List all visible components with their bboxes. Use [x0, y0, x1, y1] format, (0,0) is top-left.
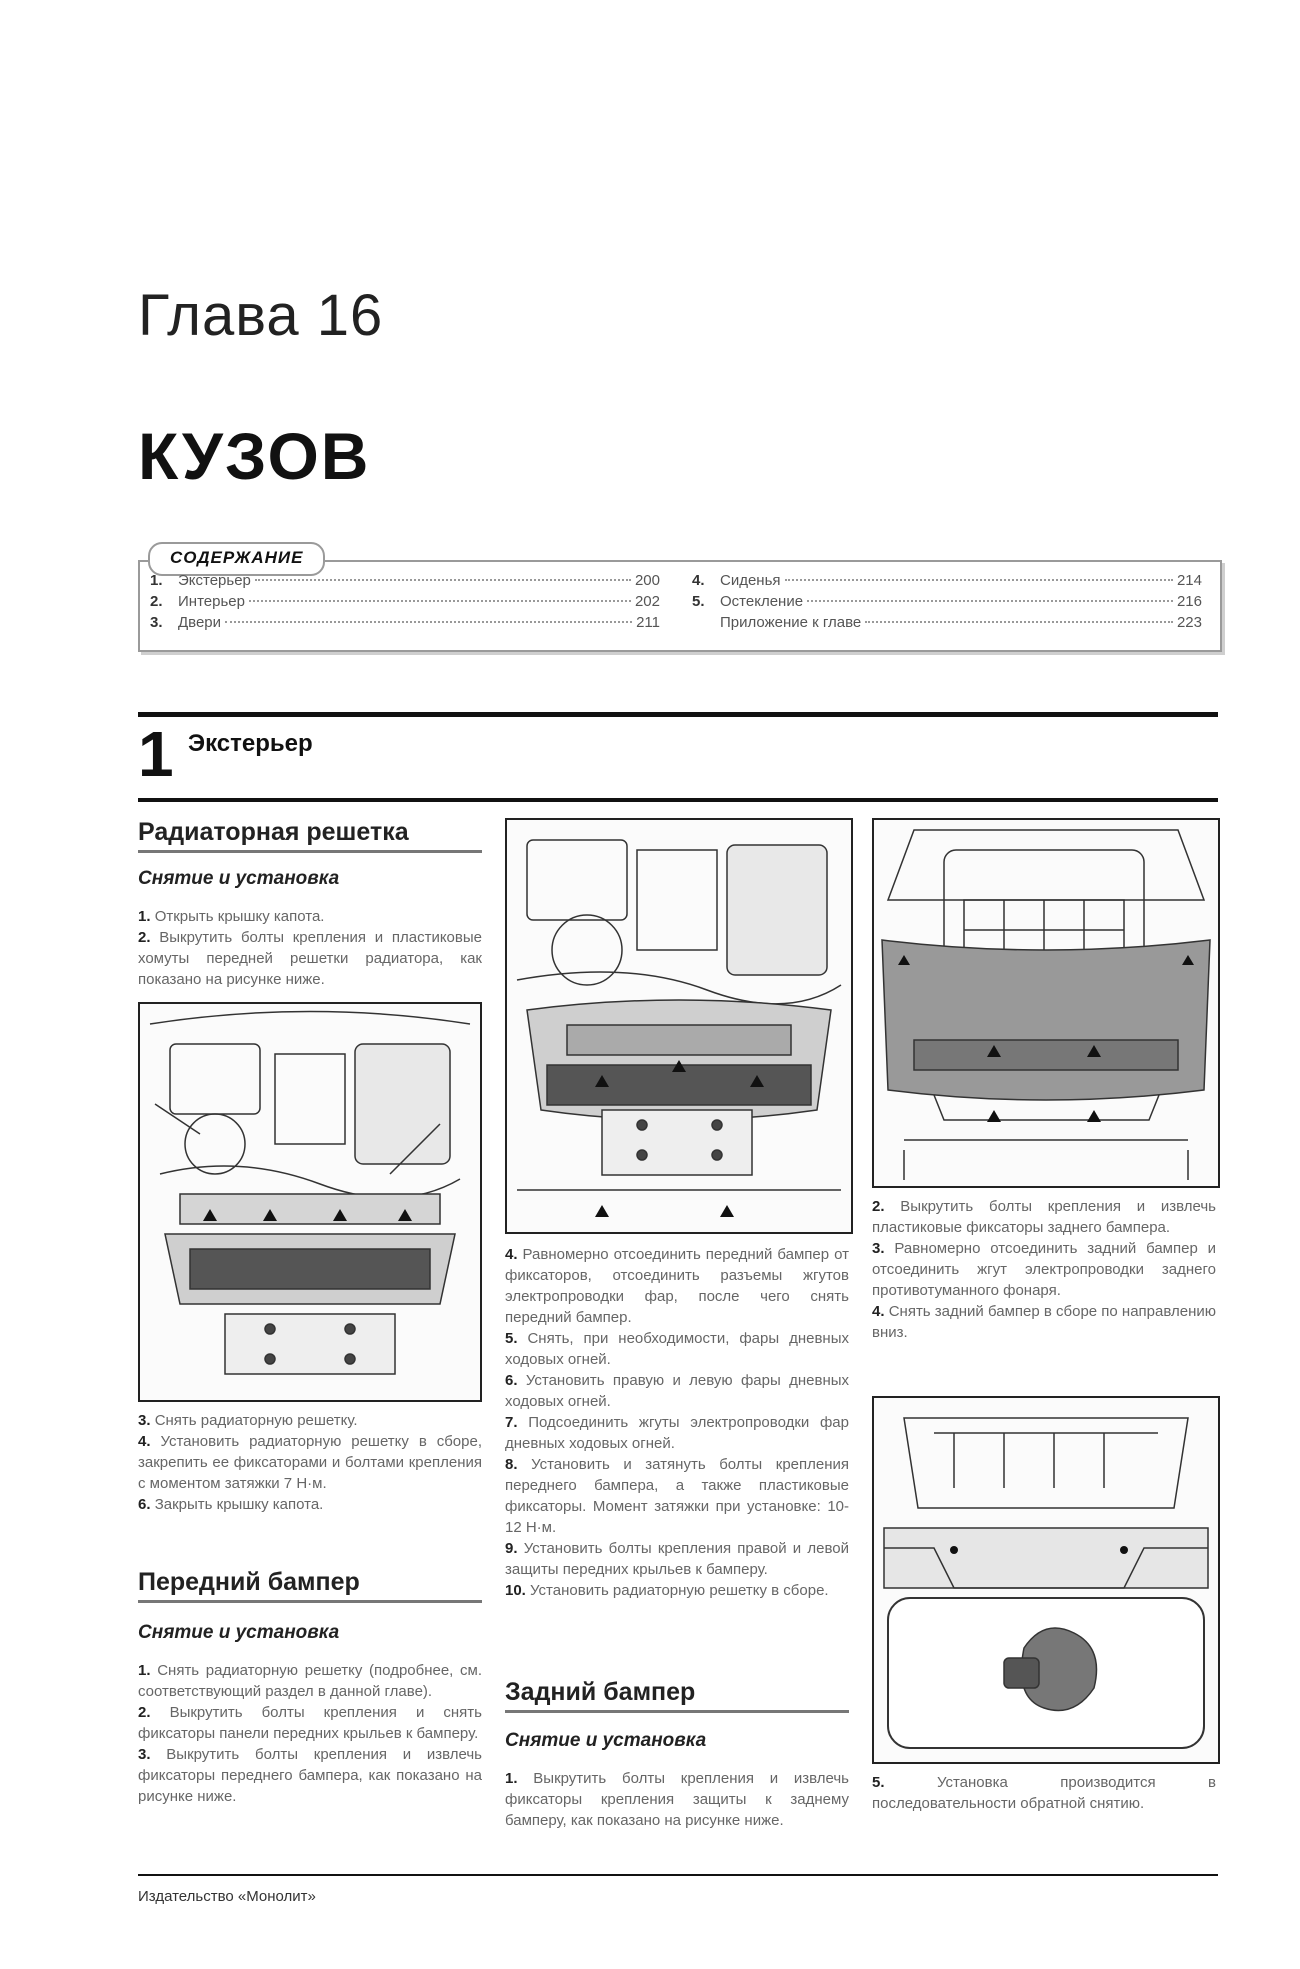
steps-rear-bumper-b: [872, 1196, 1216, 1343]
toc-text: Сиденья: [720, 572, 781, 589]
chapter-number: Глава 16: [138, 283, 384, 348]
step-item: 2. Выкрутить болты крепления и снять фиксаторы панели передних крыльев к бамперу.: [138, 1704, 482, 1742]
step-item: 4. Снять задний бампер в сборе по направлению вниз.: [872, 1303, 1216, 1341]
step-item: 5. Установка производится в последовательности обратной снятию.: [872, 1774, 1216, 1812]
step-item: 3. Выкрутить болты крепления и извлечь фиксаторы переднего бампера, как показано на рисунке ниже.: [138, 1746, 483, 1805]
chapter-title: КУЗОВ: [138, 419, 371, 493]
toc-num: 5.: [692, 593, 705, 610]
step-item: 2. Выкрутить болты крепления и пластиковые хомуты передней решетки радиатора, как показано на рисунке ниже.: [138, 929, 482, 988]
step-item: 8. Установить и затянуть болты крепления переднего бампера, а также пластиковые фиксаторы. Момент затяжки при установке: 10-12 Н·м.: [505, 1456, 850, 1536]
step-item: 6. Закрыть крышку капота.: [138, 1496, 324, 1513]
toc-page: 200: [634, 572, 660, 589]
section-bottom-rule: [138, 798, 1218, 802]
subheading-removal: Снятие и установка: [505, 1730, 707, 1751]
section-number: 1: [138, 718, 174, 790]
toc-column-right: [692, 572, 1202, 635]
steps-front-bumper-cont: [505, 1244, 849, 1601]
rear-bumper-illustration: [874, 820, 1218, 1186]
toc-entry[interactable]: [692, 593, 1202, 614]
toc-text: Приложение к главе: [720, 614, 862, 631]
toc-page: 214: [1176, 572, 1202, 589]
heading-rear-bumper: Задний бампер: [505, 1678, 696, 1706]
steps-radiator-b: [138, 1410, 482, 1515]
step-item: 6. Установить правую и левую фары дневных ходовых огней.: [505, 1372, 850, 1410]
step-item: 1. Открыть крышку капота.: [138, 908, 325, 925]
steps-front-bumper: [138, 1660, 482, 1807]
footer-rule: [138, 1874, 1218, 1876]
toc-label: СОДЕРЖАНИЕ: [148, 542, 325, 576]
figure-rear-bumper: [872, 818, 1220, 1188]
toc-text: Экстерьер: [178, 572, 251, 589]
toc-text: Двери: [178, 614, 222, 631]
toc-entry[interactable]: [150, 572, 660, 593]
step-item: 4. Равномерно отсоединить передний бампер от фиксаторов, отсоединить разъемы жгутов электропроводки фар, после чего снять передний бампер.: [505, 1246, 849, 1326]
toc-num: 4.: [692, 572, 705, 589]
toc-entry[interactable]: [692, 572, 1202, 593]
toc-num: 2.: [150, 593, 163, 610]
toc-text: Остекление: [720, 593, 804, 610]
toc-page: 216: [1176, 593, 1202, 610]
publisher-footer: Издательство «Монолит»: [138, 1888, 316, 1905]
heading-front-bumper: Передний бампер: [138, 1568, 360, 1596]
figure-front-bumper: [505, 818, 853, 1234]
rear-bumper-connector-illustration: [874, 1398, 1218, 1762]
step-item: 4. Установить радиаторную решетку в сборе, закрепить ее фиксаторами и болтами крепления с моментом затяжки 7 Н·м.: [138, 1433, 482, 1492]
section-title: Экстерьер: [188, 730, 313, 757]
heading-radiator-grille: Радиаторная решетка: [138, 818, 409, 846]
heading-underline: [138, 1600, 482, 1603]
step-item: 3. Равномерно отсоединить задний бампер и отсоединить жгут электропроводки заднего противотуманного фонаря.: [872, 1240, 1216, 1299]
toc-entry[interactable]: [692, 614, 1202, 635]
step-item: 7. Подсоединить жгуты электропроводки фар дневных ходовых огней.: [505, 1414, 849, 1452]
step-item: 2. Выкрутить болты крепления и извлечь пластиковые фиксаторы заднего бампера.: [872, 1198, 1217, 1236]
toc-num: 1.: [150, 572, 163, 589]
step-item: 1. Снять радиаторную решетку (подробнее, см. соответствующий раздел в данной главе).: [138, 1662, 483, 1700]
step-item: 1. Выкрутить болты крепления и извлечь фиксаторы крепления защиты к заднему бамперу, как показано на рисунке ниже.: [505, 1770, 850, 1829]
front-bumper-illustration: [507, 820, 851, 1232]
toc-column-left: [150, 572, 660, 635]
steps-radiator-a: [138, 906, 482, 990]
steps-rear-bumper-c: [872, 1772, 1216, 1814]
heading-underline: [505, 1710, 849, 1713]
subheading-removal: Снятие и установка: [138, 868, 340, 889]
toc-page: 223: [1176, 614, 1202, 631]
step-item: 9. Установить болты крепления правой и левой защиты передних крыльев к бамперу.: [505, 1540, 849, 1578]
section-top-rule: [138, 712, 1218, 717]
toc-text: Интерьер: [178, 593, 245, 610]
step-item: 5. Снять, при необходимости, фары дневных ходовых огней.: [505, 1330, 850, 1368]
toc-entry[interactable]: [150, 593, 660, 614]
toc-page: 211: [636, 614, 660, 631]
toc-num: 3.: [150, 614, 163, 631]
figure-rear-bumper-connector: [872, 1396, 1220, 1764]
step-item: 10. Установить радиаторную решетку в сборе.: [505, 1582, 829, 1599]
step-item: 3. Снять радиаторную решетку.: [138, 1412, 358, 1429]
figure-engine-bay-grille: [138, 1002, 482, 1402]
heading-underline: [138, 850, 482, 853]
subheading-removal: Снятие и установка: [138, 1622, 340, 1643]
engine-bay-illustration: [140, 1004, 480, 1400]
toc-page: 202: [634, 593, 660, 610]
toc-entry[interactable]: [150, 614, 660, 635]
steps-rear-bumper-a: [505, 1768, 849, 1831]
